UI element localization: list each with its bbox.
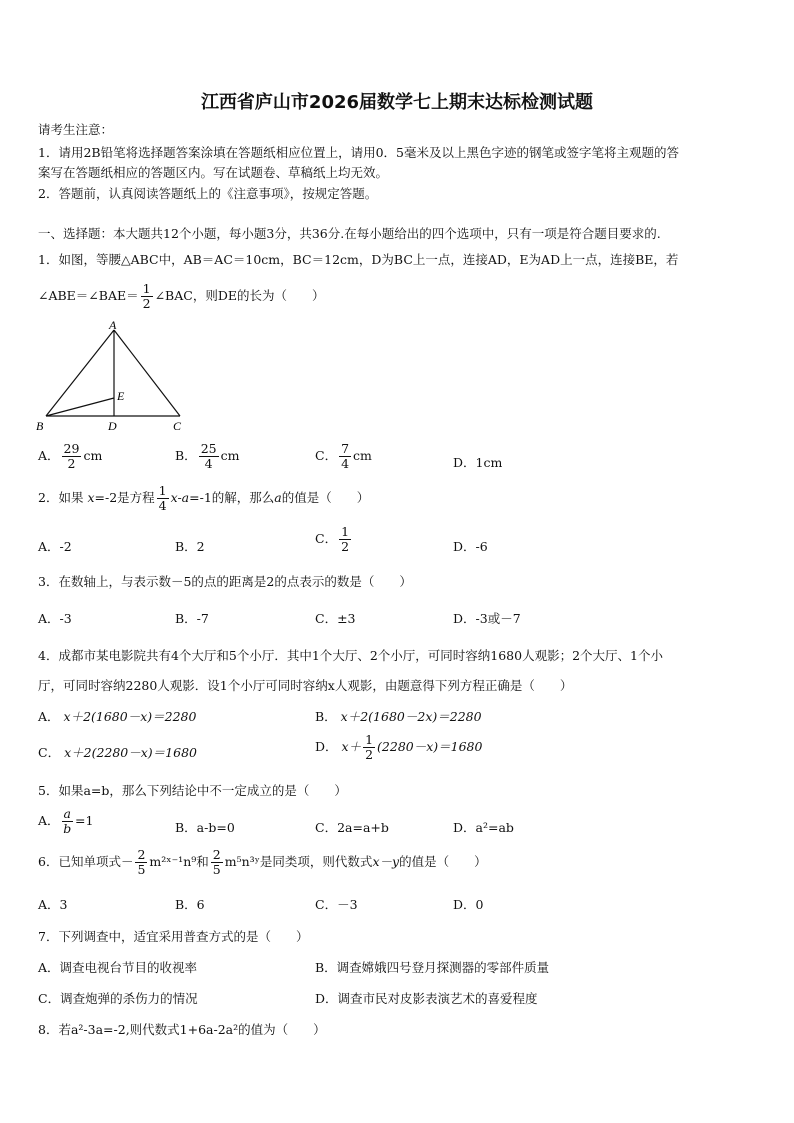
- q6-den-1: 5: [137, 862, 146, 877]
- q6-term-1: m²ˣ⁻¹n⁹和: [149, 854, 209, 869]
- q6-num-1: 2: [137, 847, 146, 862]
- notice-item-1: 1．请用2B铅笔将选择题答案涂填在答题纸相应位置上，请用0．5毫米及以上黑色字迹的钢笔或签字笔将主观题的答: [38, 145, 679, 160]
- q1-c-unit: cm: [353, 448, 372, 463]
- question-3: 3．在数轴上，与表示数－5的点的距离是2的点表示的数是（ ）: [38, 574, 412, 589]
- q1-option-b-key: B．: [175, 448, 197, 463]
- q5-option-a: [38, 807, 93, 836]
- q1-option-b-fraction: [199, 442, 219, 471]
- q1-b-den: 4: [204, 456, 213, 471]
- q6-expr: x－y: [372, 854, 400, 869]
- q2-var-a: a: [274, 490, 282, 505]
- q1-a-num: 29: [63, 441, 80, 456]
- question-1-line1: 1．如图，等腰△ABC中，AB＝AC＝10cm，BC＝12cm，D为BC上一点，连接AD，E为AD上一点，连接BE，若: [38, 252, 679, 267]
- q5-a-den: b: [63, 821, 72, 836]
- q7-option-c: C．调查炮弹的杀伤力的情况: [38, 991, 198, 1006]
- q4-a-eq: x＋2(1680－x)＝2280: [63, 709, 197, 724]
- q1-half-fraction: [141, 282, 153, 311]
- q6-den-2: 5: [212, 862, 221, 877]
- q1-b-unit: cm: [220, 448, 240, 463]
- q1-option-d-text: 1cm: [475, 455, 503, 470]
- q4-option-a: [38, 707, 196, 725]
- question-4-line2: 厅，可同时容纳2280人观影．设1个小厅可同时容纳x人观影，由题意得下列方程正确是（ ）: [38, 678, 573, 693]
- q2-text-g: 的值是（ ）: [281, 490, 370, 505]
- question-7: 7．下列调查中，适宜采用普查方式的是（ ）: [38, 929, 309, 944]
- q4-c-eq: x＋2(2280－x)＝1680: [64, 745, 197, 760]
- q1-option-d-key: D．: [453, 455, 476, 470]
- q5-a-key: A．: [38, 813, 60, 828]
- q5-option-b: B．a-b=0: [175, 820, 235, 835]
- q3-option-b: B．-7: [175, 611, 209, 626]
- q1-option-a-key: A．: [38, 448, 60, 463]
- q2-option-b: B．2: [175, 539, 205, 554]
- q6-option-b: B．6: [175, 897, 205, 912]
- q2-option-c-fraction: [339, 525, 351, 554]
- vertex-label-b: B: [36, 419, 44, 433]
- q2-var-x: x: [87, 490, 95, 505]
- q7-option-b: B．调查嫦娥四号登月探测器的零部件质量: [315, 960, 550, 975]
- vertex-label-c: C: [173, 419, 182, 433]
- q4-b-eq: x＋2(1680－2x)＝2280: [340, 709, 482, 724]
- point-label-e: E: [117, 389, 125, 403]
- notice-item-1-cont: 案写在答题纸相应的答题区内。写在试题卷、草稿纸上均无效。: [38, 165, 389, 180]
- q2-text-b: =-2是方程: [94, 490, 155, 505]
- q1-option-c-fraction: [339, 442, 351, 471]
- q4-option-c: [38, 743, 197, 761]
- q5-option-c: C．2a=a+b: [315, 820, 389, 835]
- q1-angle-tail: ∠BAC，则DE的长为（ ）: [154, 288, 325, 303]
- q4-option-d: [315, 733, 482, 762]
- q2-option-a: A．-2: [38, 539, 72, 554]
- q3-option-d: D．-3或－7: [453, 611, 521, 626]
- q6-fraction-2: [211, 848, 223, 877]
- q6-option-c: C．－3: [315, 897, 358, 912]
- q4-c-key: C．: [38, 745, 61, 760]
- q1-angle-text: ∠ABE＝∠BAE＝: [38, 288, 139, 303]
- q2-c-num: 1: [341, 524, 350, 539]
- q6-term-2: m⁵n³ʸ是同类项，则代数式: [224, 854, 373, 869]
- q2-text-a: 2．如果: [38, 490, 88, 505]
- q1-c-den: 4: [341, 456, 350, 471]
- q1-option-a-fraction: [62, 442, 82, 471]
- q6-tail: 的值是（ ）: [399, 854, 487, 869]
- q4-d-fraction: [363, 733, 375, 762]
- q4-d-den: 2: [365, 747, 374, 762]
- q1-option-c: [315, 442, 372, 471]
- q2-option-d: D．-6: [453, 539, 488, 554]
- q5-option-d: D．a²=ab: [453, 820, 514, 835]
- section-heading: 一、选择题：本大题共12个小题，每小题3分，共36分.在每小题给出的四个选项中，只有一项是符合题目要求的.: [38, 226, 661, 241]
- q4-d-key: D．: [315, 739, 338, 754]
- q6-num-2: 2: [212, 847, 221, 862]
- q4-b-key: B．: [315, 709, 337, 724]
- q4-d-eq-a: x＋: [341, 739, 362, 754]
- q7-option-a: A．调查电视台节目的收视率: [38, 960, 198, 975]
- q1-a-den: 2: [67, 456, 76, 471]
- q1-half-num: 1: [142, 281, 151, 296]
- question-5: 5．如果a=b，那么下列结论中不一定成立的是（ ）: [38, 783, 347, 798]
- q1-b-num: 25: [200, 441, 217, 456]
- q2-den: 4: [158, 498, 167, 513]
- notice-item-2: 2．答题前，认真阅读答题纸上的《注意事项》，按规定答题。: [38, 186, 378, 201]
- q2-text-e: =-1的解，那么: [189, 490, 275, 505]
- q6-text-a: 6．已知单项式－: [38, 854, 134, 869]
- q2-option-c: [315, 525, 353, 554]
- q5-a-fraction: [62, 807, 73, 836]
- q1-half-den: 2: [142, 296, 151, 311]
- q3-option-c: C．±3: [315, 611, 356, 626]
- q2-c-den: 2: [341, 539, 350, 554]
- notice-heading: 请考生注意：: [38, 122, 114, 137]
- q2-fraction: [157, 484, 169, 513]
- page-title: 江西省庐山市2026届数学七上期末达标检测试题: [200, 92, 594, 113]
- q3-option-a: A．-3: [38, 611, 72, 626]
- q2-option-c-key: C．: [315, 531, 338, 546]
- q4-a-key: A．: [38, 709, 60, 724]
- question-2: [38, 484, 369, 513]
- q1-c-num: 7: [341, 441, 350, 456]
- q1-option-d: [453, 453, 502, 471]
- q2-num: 1: [158, 483, 167, 498]
- q1-a-unit: cm: [83, 448, 103, 463]
- q1-option-b: [175, 442, 239, 471]
- q5-a-tail: =1: [74, 813, 94, 828]
- question-8: 8．若a²-3a=-2,则代数式1+6a-2a²的值为（ ）: [38, 1022, 326, 1037]
- q7-option-d: D．调查市民对皮影表演艺术的喜爱程度: [315, 991, 538, 1006]
- q6-option-a: A．3: [38, 897, 68, 912]
- question-4-line1: 4．成都市某电影院共有4个大厅和5个小厅．其中1个大厅、2个小厅，可同时容纳1680人观影；2个大厅、1个小: [38, 648, 663, 663]
- q2-expr: x-a: [170, 490, 190, 505]
- question-6: [38, 848, 487, 877]
- q4-d-num: 1: [365, 732, 374, 747]
- q6-fraction-1: [135, 848, 147, 877]
- q5-a-num: a: [63, 806, 71, 821]
- triangle-figure: [36, 318, 186, 434]
- q1-option-c-key: C．: [315, 448, 338, 463]
- vertex-label-a: A: [109, 318, 117, 332]
- q1-option-a: [38, 442, 102, 471]
- point-label-d: D: [108, 419, 117, 433]
- q4-option-b: [315, 707, 482, 725]
- q6-option-d: D．0: [453, 897, 484, 912]
- question-1-line2: [38, 282, 324, 311]
- q4-d-eq-b: (2280－x)＝1680: [377, 739, 483, 754]
